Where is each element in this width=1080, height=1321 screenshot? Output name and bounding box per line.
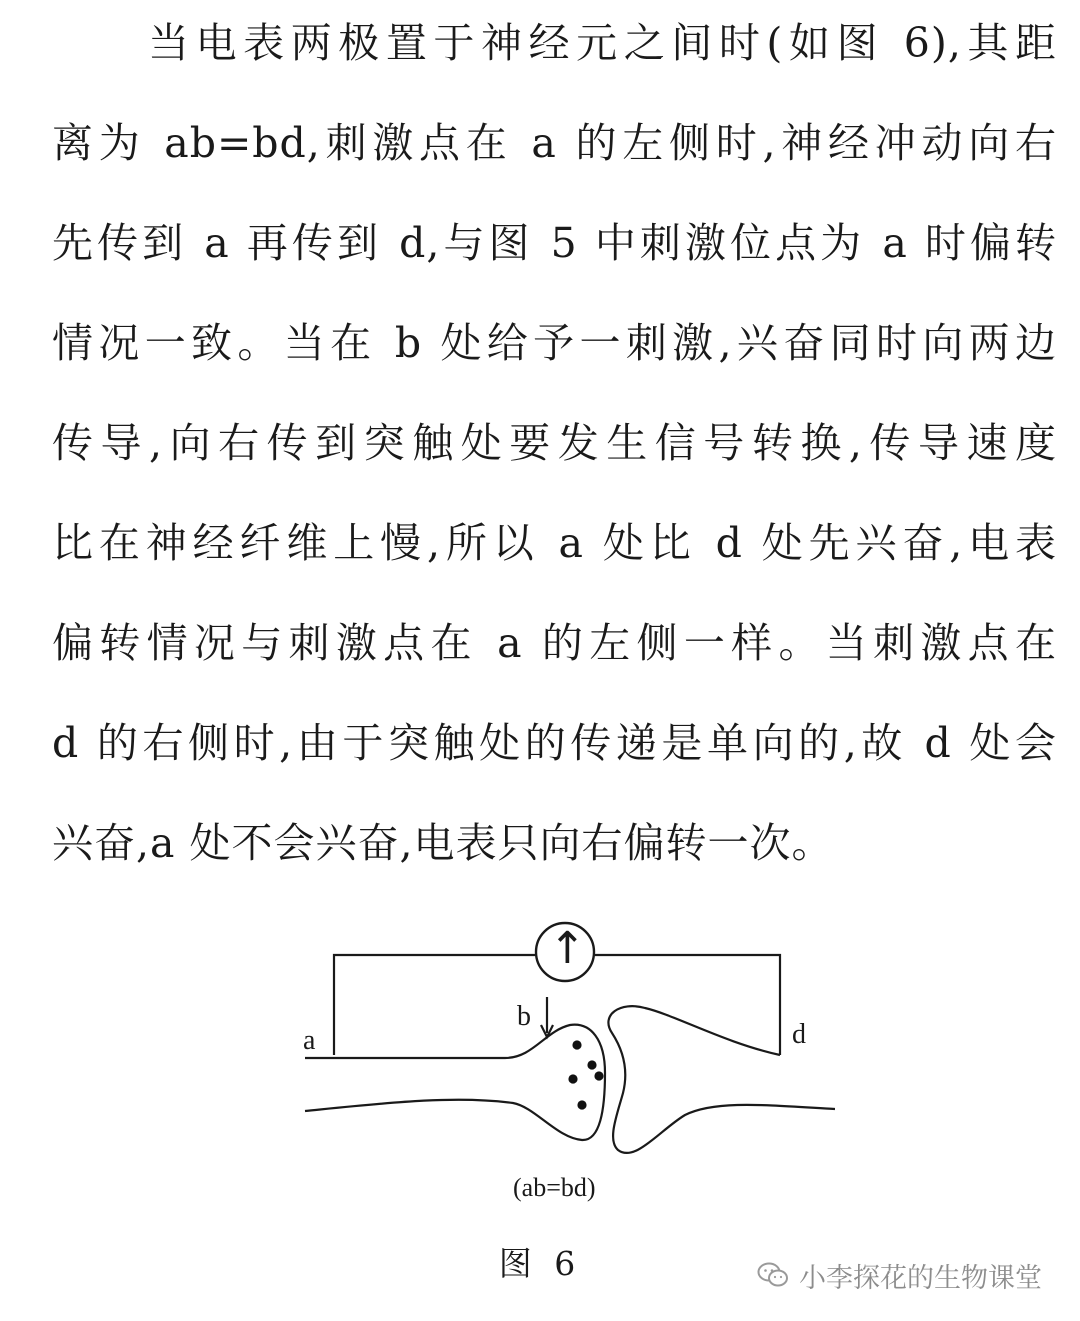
label-b: b [517, 1001, 531, 1032]
vesicle [577, 1100, 586, 1109]
vesicle [572, 1040, 581, 1049]
wechat-icon [757, 1261, 789, 1289]
paragraph-line-6: 比在神经纤维上慢,所以 a 处比 d 处先兴奋,电表 [52, 519, 1057, 567]
paragraph-line-3: 先传到 a 再传到 d,与图 5 中刺激位点为 a 时偏转 [52, 219, 1057, 267]
watermark-text: 小李探花的生物课堂 [799, 1262, 1042, 1294]
meter-arrow: ↑ [549, 923, 586, 974]
vesicle [587, 1060, 596, 1069]
paragraph-line-9: 兴奋,a 处不会兴奋,电表只向右偏转一次。 [52, 819, 834, 867]
paragraph-line-5: 传导,向右传到突触处要发生信号转换,传导速度 [52, 419, 1057, 467]
label-d: d [792, 1019, 806, 1050]
vesicle [568, 1074, 577, 1083]
presynaptic-terminal-outline [305, 1025, 605, 1140]
synapse-figure [295, 905, 835, 1215]
paragraph-line-8: d 的右侧时,由于突触处的传递是单向的,故 d 处会 [52, 719, 1057, 767]
condition-label: (ab=bd) [513, 1173, 596, 1202]
paragraph-line-4: 情况一致。当在 b 处给予一刺激,兴奋同时向两边 [52, 319, 1057, 367]
vesicle [594, 1071, 603, 1080]
label-a: a [303, 1025, 316, 1056]
watermark [757, 1255, 1042, 1295]
paragraph-line-1: 当电表两极置于神经元之间时(如图 6),其距 [148, 19, 1057, 67]
figure-caption: 图 6 [498, 1244, 582, 1283]
paragraph-line-2: 离为 ab=bd,刺激点在 a 的左侧时,神经冲动向右 [52, 119, 1057, 167]
paragraph-line-7: 偏转情况与刺激点在 a 的左侧一样。当刺激点在 [52, 619, 1057, 667]
